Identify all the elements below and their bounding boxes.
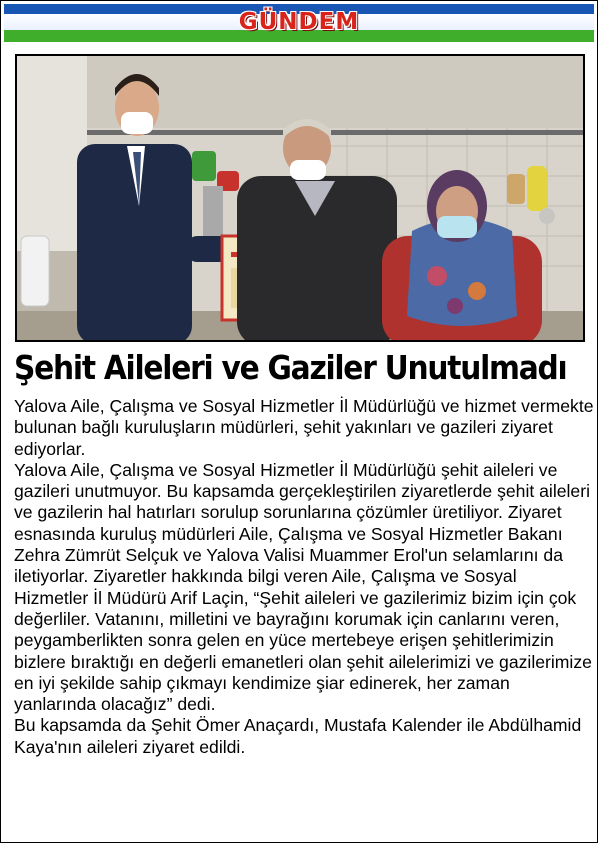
article-paragraph: Yalova Aile, Çalışma ve Sosyal Hizmetler İl Müdürlüğü şehit aileleri ve gazileri unutmuyor. Bu kapsamda gerçekleştirilen ziyaretlerde şehit aileleri ve gazilerin hal hatırları sorulup sorunlarına çözümler üretiliyor. Ziyaret esnasında kuruluş müdürleri Aile, Çalışma ve Sosyal Hizmetler Bakanı Zehra Zümrüt Selçuk ve Yalova Valisi Muammer Erol'un selamlarını da iletiyorlar. Ziyaretler hakkında bilgi veren Aile, Çalışma ve Sosyal Hizmetler İl Müdürü Arif Laçin, “Şehit aileleri ve gazilerimiz bizim için çok değerliler. Vatanını, milletini ve bayrağını korumak için canlarını veren, peygamberlikten sonra gelen en yüce mertebeye erişen şehitlerimizin bizlere bıraktığı en değerli emanetleri olan şehit ailelerimizi ve gazilerimize en iyi şekilde sahip çıkmayı kendimize şiar edinerek, her zaman yanlarında olacağız” dedi. [14, 459, 592, 715]
visit-photo-illustration [17, 56, 583, 340]
article-headline: Şehit Aileleri ve Gaziler Unutulmadı [14, 348, 567, 387]
section-banner [4, 4, 594, 44]
article-photo [15, 54, 585, 342]
article-body [14, 396, 594, 758]
article-paragraph: Yalova Aile, Çalışma ve Sosyal Hizmetler İl Müdürlüğü ve hizmet vermekte bulunan bağlı kuruluşların müdürleri, şehit yakınları ve gazileri ziyaret ediyorlar. [14, 396, 594, 459]
section-title: GÜNDEM [238, 9, 360, 35]
article-paragraph: Bu kapsamda da Şehit Ömer Anaçardı, Mustafa Kalender ile Abdülhamid Kaya'nın aileleri ziyaret edildi. [14, 715, 582, 757]
